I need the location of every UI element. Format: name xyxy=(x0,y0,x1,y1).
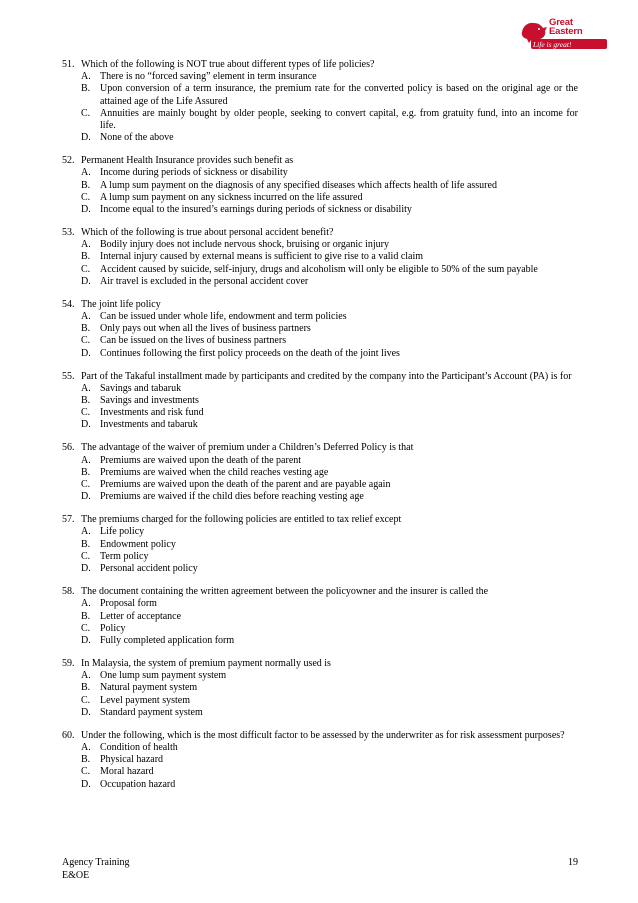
answer-option xyxy=(62,348,578,360)
option-text: Natural payment system xyxy=(100,682,198,694)
question-number: 54. xyxy=(62,298,75,310)
option-text: Fully completed application form xyxy=(100,634,235,646)
answer-option xyxy=(62,563,578,575)
great-eastern-logo xyxy=(519,18,615,52)
question-number: 59. xyxy=(62,657,75,669)
question-text: The joint life policy xyxy=(81,298,161,310)
option-letter: A. xyxy=(81,311,91,323)
answer-option xyxy=(62,335,578,347)
answer-option xyxy=(62,551,578,563)
logo-line2: Eastern xyxy=(549,26,583,37)
answer-option xyxy=(62,180,578,192)
option-text: Air travel is excluded in the personal accident cover xyxy=(100,275,309,287)
option-text: Standard payment system xyxy=(100,706,203,718)
answer-option xyxy=(62,407,578,419)
option-letter: B. xyxy=(81,754,91,766)
answer-option xyxy=(62,491,578,503)
answer-option xyxy=(62,251,578,263)
option-text: Investments and tabaruk xyxy=(100,419,198,431)
option-letter: A. xyxy=(81,167,91,179)
question-list xyxy=(62,59,578,802)
answer-option xyxy=(62,539,578,551)
answer-option xyxy=(62,695,578,707)
option-text: Term policy xyxy=(100,550,149,562)
question-stem xyxy=(62,299,578,311)
option-letter: C. xyxy=(81,550,91,562)
answer-option xyxy=(62,311,578,323)
question-text: Which of the following is true about personal accident benefit? xyxy=(81,227,334,239)
option-letter: A. xyxy=(81,598,91,610)
answer-option xyxy=(62,682,578,694)
option-text: Upon conversion of a term insurance, the premium rate for the converted policy is based on the original age or the attained age of the Life Assured xyxy=(100,83,578,107)
option-letter: B. xyxy=(81,251,91,263)
question-text: The premiums charged for the following policies are entitled to tax relief except xyxy=(81,514,402,526)
answer-option xyxy=(62,779,578,791)
option-text: Investments and risk fund xyxy=(100,407,204,419)
answer-option xyxy=(62,395,578,407)
option-text: Internal injury caused by external means is sufficient to give rise to a valid claim xyxy=(100,251,424,263)
option-letter: B. xyxy=(81,395,91,407)
question-text: Which of the following is NOT true about different types of life policies? xyxy=(81,59,375,70)
answer-option xyxy=(62,670,578,682)
option-text: Premiums are waived upon the death of the parent and are payable again xyxy=(100,479,391,491)
option-text: Level payment system xyxy=(100,694,190,706)
option-text: Moral hazard xyxy=(100,766,154,778)
answer-option xyxy=(62,526,578,538)
option-text: Personal accident policy xyxy=(100,563,198,575)
option-letter: A. xyxy=(81,71,91,83)
option-letter: A. xyxy=(81,670,91,682)
question-stem xyxy=(62,730,578,742)
question-number: 55. xyxy=(62,370,75,382)
option-letter: C. xyxy=(81,263,91,275)
question-number: 60. xyxy=(62,729,75,741)
answer-option xyxy=(62,623,578,635)
answer-option xyxy=(62,71,578,83)
option-letter: C. xyxy=(81,479,91,491)
option-letter: A. xyxy=(81,526,91,538)
option-text: Accident caused by suicide, self-injury, drugs and alcoholism will only be eligible to 50% of the sum payable xyxy=(100,263,538,275)
question-number: 56. xyxy=(62,442,75,454)
answer-option xyxy=(62,132,578,144)
question-text: Under the following, which is the most difficult factor to be assessed by the underwriter as for risk assessment purposes? xyxy=(81,729,565,741)
option-text: Letter of acceptance xyxy=(100,610,182,622)
option-letter: D. xyxy=(81,634,91,646)
question-item xyxy=(62,514,578,575)
question-stem xyxy=(62,442,578,454)
option-letter: A. xyxy=(81,382,91,394)
option-letter: B. xyxy=(81,682,91,694)
question-item xyxy=(62,227,578,288)
option-text: Life policy xyxy=(100,526,145,538)
question-item xyxy=(62,299,578,360)
option-letter: C. xyxy=(81,335,91,347)
option-text: Premiums are waived when the child reaches vesting age xyxy=(100,466,329,478)
option-letter: D. xyxy=(81,706,91,718)
question-item xyxy=(62,658,578,719)
question-stem xyxy=(62,658,578,670)
option-letter: C. xyxy=(81,191,91,203)
answer-option xyxy=(62,754,578,766)
question-number: 53. xyxy=(62,227,75,239)
answer-option xyxy=(62,383,578,395)
option-text: There is no “forced saving” element in term insurance xyxy=(100,71,317,83)
question-item xyxy=(62,59,578,144)
option-text: Policy xyxy=(100,622,126,634)
question-text: The document containing the written agreement between the policyowner and the insurer is called the xyxy=(81,586,489,598)
question-stem xyxy=(62,227,578,239)
answer-option xyxy=(62,766,578,778)
page-number: 19 xyxy=(568,857,578,868)
question-stem xyxy=(62,59,578,71)
answer-option xyxy=(62,239,578,251)
question-item xyxy=(62,371,578,432)
question-number: 58. xyxy=(62,586,75,598)
logo-line1: Great xyxy=(549,17,573,28)
option-text: Can be issued under whole life, endowment and term policies xyxy=(100,311,347,323)
logo-tagline: Life is great! xyxy=(533,39,572,49)
option-letter: D. xyxy=(81,778,91,790)
answer-option xyxy=(62,707,578,719)
option-letter: D. xyxy=(81,347,91,359)
answer-option xyxy=(62,83,578,107)
option-text: Endowment policy xyxy=(100,538,176,550)
option-letter: C. xyxy=(81,407,91,419)
option-letter: D. xyxy=(81,204,91,216)
answer-option xyxy=(62,108,578,132)
question-text: Permanent Health Insurance provides such benefit as xyxy=(81,155,294,167)
option-text: Income equal to the insured’s earnings during periods of sickness or disability xyxy=(100,204,412,216)
option-letter: D. xyxy=(81,132,91,144)
question-stem xyxy=(62,514,578,526)
answer-option xyxy=(62,419,578,431)
question-number: 57. xyxy=(62,514,75,526)
answer-option xyxy=(62,742,578,754)
page-footer xyxy=(62,856,578,882)
option-text: Premiums are waived upon the death of the parent xyxy=(100,454,302,466)
question-item xyxy=(62,155,578,216)
option-text: Bodily injury does not include nervous shock, bruising or organic injury xyxy=(100,239,389,251)
option-text: None of the above xyxy=(100,132,174,144)
answer-option xyxy=(62,192,578,204)
answer-option xyxy=(62,598,578,610)
answer-option xyxy=(62,467,578,479)
option-letter: D. xyxy=(81,419,91,431)
footer-eoe: E&OE xyxy=(62,870,90,881)
question-text: In Malaysia, the system of premium payment normally used is xyxy=(81,657,331,669)
option-text: Physical hazard xyxy=(100,754,164,766)
answer-option xyxy=(62,276,578,288)
option-letter: D. xyxy=(81,491,91,503)
answer-option xyxy=(62,479,578,491)
option-text: Can be issued on the lives of business partners xyxy=(100,335,287,347)
question-number: 51. xyxy=(62,59,75,70)
answer-option xyxy=(62,455,578,467)
question-item xyxy=(62,586,578,647)
option-text: Income during periods of sickness or disability xyxy=(100,167,288,179)
answer-option xyxy=(62,204,578,216)
option-letter: D. xyxy=(81,563,91,575)
question-item xyxy=(62,730,578,791)
option-letter: B. xyxy=(81,179,91,191)
option-letter: C. xyxy=(81,694,91,706)
question-stem xyxy=(62,586,578,598)
option-text: A lump sum payment on the diagnosis of any specified diseases which affects health of life assured xyxy=(100,179,497,191)
option-text: Continues following the first policy proceeds on the death of the joint lives xyxy=(100,347,400,359)
option-text: Savings and tabaruk xyxy=(100,382,182,394)
question-stem xyxy=(62,371,578,383)
option-letter: A. xyxy=(81,741,91,753)
question-item xyxy=(62,442,578,503)
option-text: Occupation hazard xyxy=(100,778,176,790)
option-letter: B. xyxy=(81,538,91,550)
question-text: The advantage of the waiver of premium under a Children’s Deferred Policy is that xyxy=(81,442,414,454)
answer-option xyxy=(62,167,578,179)
option-letter: B. xyxy=(81,83,91,95)
option-text: Only pays out when all the lives of business partners xyxy=(100,323,311,335)
option-letter: C. xyxy=(81,766,91,778)
option-text: One lump sum payment system xyxy=(100,670,227,682)
option-letter: A. xyxy=(81,454,91,466)
answer-option xyxy=(62,323,578,335)
option-letter: B. xyxy=(81,610,91,622)
logo-name xyxy=(549,18,582,36)
option-letter: C. xyxy=(81,622,91,634)
option-text: Savings and investments xyxy=(100,395,199,407)
question-text: Part of the Takaful installment made by participants and credited by the company into the Participant’s Account (PA) is for xyxy=(81,370,572,382)
option-text: Condition of health xyxy=(100,741,178,753)
option-letter: C. xyxy=(81,107,91,119)
option-text: A lump sum payment on any sickness incurred on the life assured xyxy=(100,191,363,203)
question-number: 52. xyxy=(62,155,75,167)
answer-option xyxy=(62,611,578,623)
answer-option xyxy=(62,264,578,276)
option-letter: B. xyxy=(81,323,91,335)
footer-agency-training: Agency Training xyxy=(62,857,130,868)
option-text: Proposal form xyxy=(100,598,157,610)
option-letter: D. xyxy=(81,275,91,287)
option-letter: A. xyxy=(81,239,91,251)
option-letter: B. xyxy=(81,466,91,478)
answer-option xyxy=(62,635,578,647)
option-text: Annuities are mainly bought by older people, seeking to convert capital, e.g. from gratuity fund, into an income for life. xyxy=(100,107,578,132)
option-text: Premiums are waived if the child dies before reaching vesting age xyxy=(100,491,364,503)
question-stem xyxy=(62,155,578,167)
